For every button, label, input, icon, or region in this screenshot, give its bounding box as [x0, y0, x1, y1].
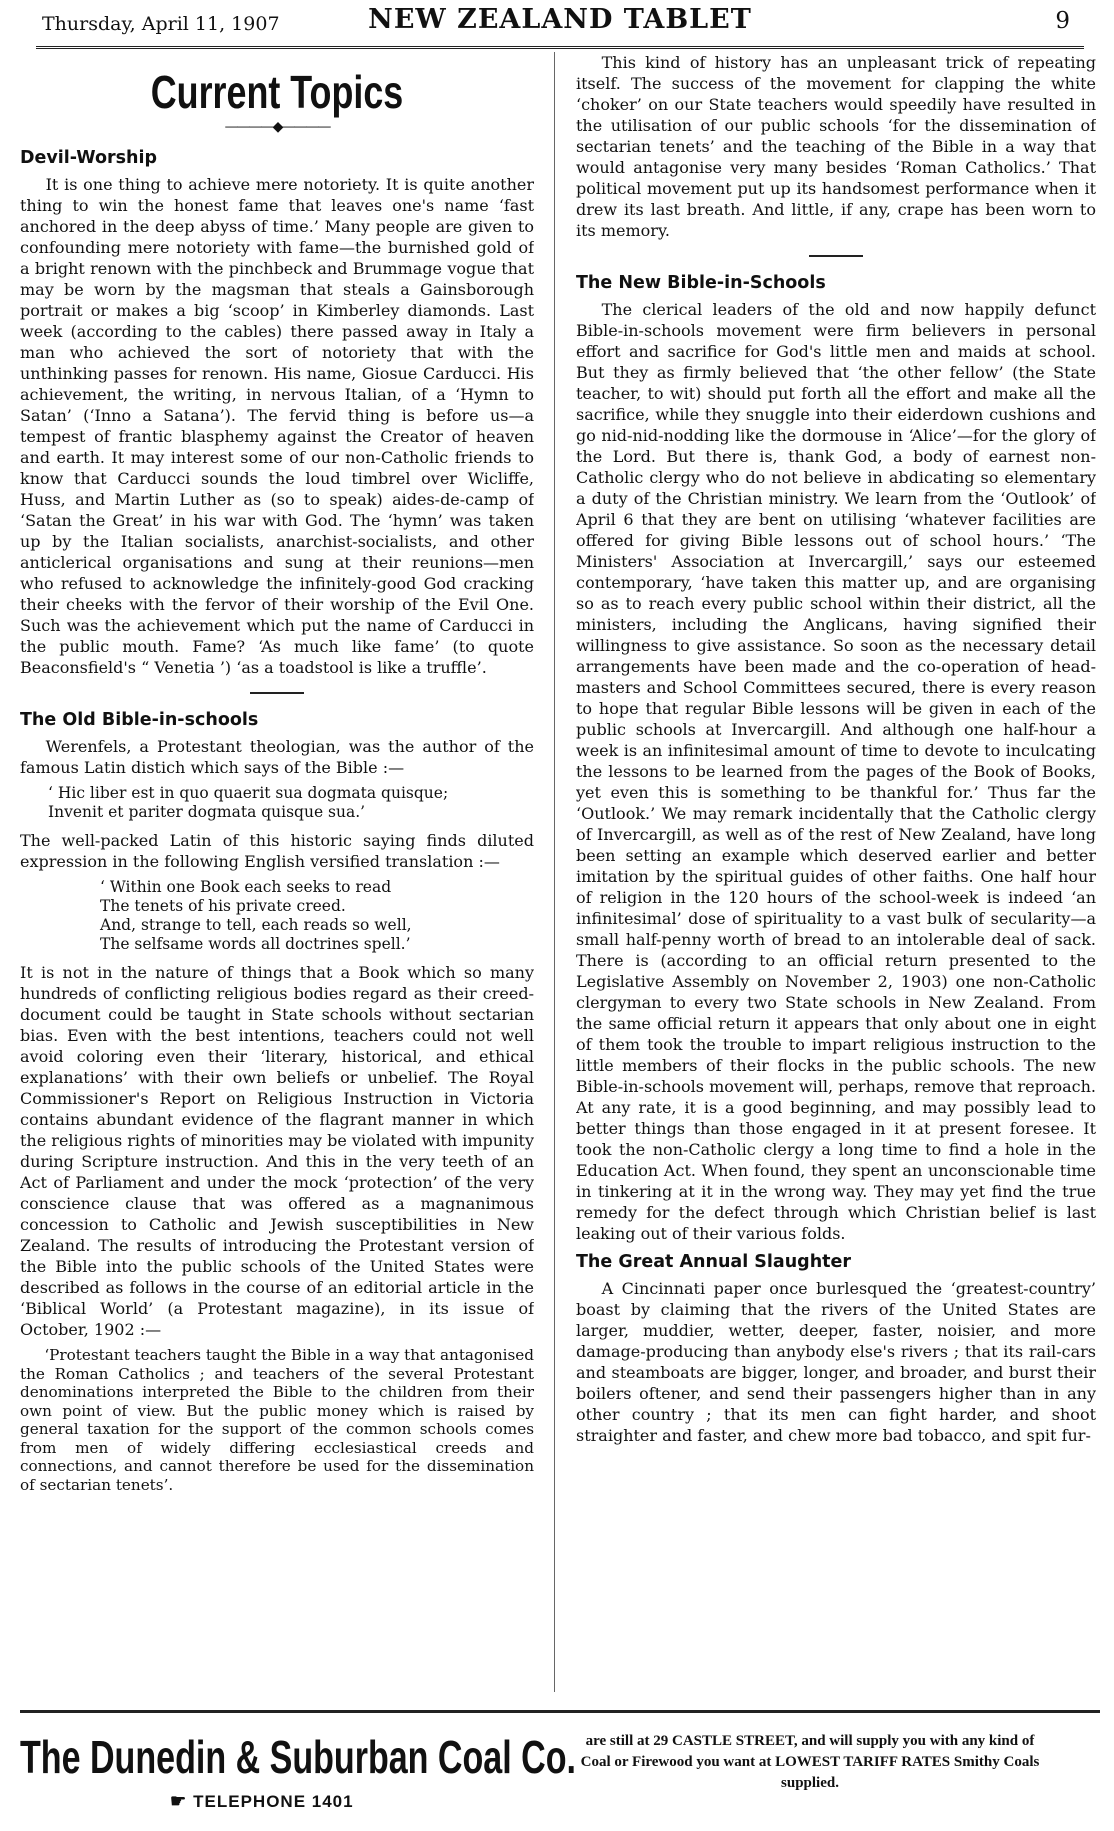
advertiser-name: The Dunedin & Suburban Coal Co. — [20, 1731, 576, 1783]
advertiser-phone — [170, 1791, 354, 1812]
article-heading-old-bible: The Old Bible-in-schools — [20, 710, 259, 730]
pointing-hand-icon: ☛ — [170, 1791, 188, 1811]
verse-translation: ‘ Within one Book each seeks to read The tenets of his private creed. And, strange to tell, each reads so well, The selfsame words all doctrines spell.’ — [100, 878, 412, 953]
latin-distich: ‘ Hic liber est in quo quaerit sua dogmata quisque; Invenit et pariter dogmata quisque sua.’ — [48, 784, 449, 821]
paper-name: NEW ZEALAND TABLET — [368, 4, 752, 35]
article-paragraph: It is not in the nature of things that a Book which so many hundreds of conflicting religious bodies regard as their creed-document could be taught in State schools without sectarian bias. Even with the best intentions, teachers could not well avoid coloring even their ‘literary, historical, and ethical explanations’ with their own beliefs or unbelief. The Royal Commissioner's Report on Religious Instruction in Victoria contains abundant evidence of the flagrant manner in which the religious rights of minorities may be violated with impunity during Scripture instruction. And this in the very teeth of an Act of Parliament and under the mock ‘protection’ of the very conscience clause that was offered as a magnanimous concession to Catholic and Jewish susceptibilities in New Zealand. The results of introducing the Protestant version of the Bible into the public schools of the United States were described as follows in the course of an editorial article in the ‘Biblical World’ (a Protestant magazine), in its issue of October, 1902 :— — [20, 963, 534, 1339]
article-paragraph: A Cincinnati paper once burlesqued the ‘greatest-country’ boast by claiming that the rivers of the United States are larger, muddier, wetter, deeper, faster, noisier, and more damage-producing than anybody else's rivers ; that its rail-cars and steamboats are bigger, longer, and broader, and burst their boilers oftener, and send their passengers higher than in any other country ; that its men can fight harder, and shoot straighter and faster, and chew more bad tobacco, and spit fur- — [576, 1279, 1096, 1445]
phone-text: TELEPHONE 1401 — [193, 1792, 354, 1811]
article-paragraph: Werenfels, a Protestant theologian, was the author of the famous Latin distich which says of the Bible :— — [20, 737, 534, 777]
article-heading-devil-worship: Devil-Worship — [20, 148, 158, 168]
article-paragraph: The clerical leaders of the old and now happily defunct Bible-in-schools movement were firm believers in personal effort and sacrifice for God's little men and maids at school. But they as firmly believed that ‘the other fellow’ (the State teacher, to wit) should put forth all the effort and make all the sacrifice, while they snuggle into their eiderdown cushions and go nid-nid-nodding like the dormouse in ‘Alice’—for the glory of the Lord. But there is, thank God, a body of earnest non-Catholic clergy who do not believe in abdicating so elementary a duty of the Christian ministry. We learn from the ‘Outlook’ of April 6 that they are bent on utilising ‘whatever facilities are offered for giving Bible lessons out of school hours.’ ‘The Ministers' Association at Invercargill,’ says our esteemed contemporary, ‘have taken this matter up, and are organising so as to reach every public school within their district, all the ministers, including the Anglicans, having signified their willingness to give assistance. So soon as the necessary detail arrangements have been made and the co-operation of head-masters and School Committees secured, there is every reason to hope that regular Bible lessons will be given in each of the public schools at Invercargill. And although one half-hour a week is an infinitesimal amount of time to devote to inculcating the lessons to be learned from the pages of the Book of Books, yet even this is something to be thankful for.’ Thus far the ‘Outlook.’ We may remark incidentally that the Catholic clergy of Invercargill, as well as of the rest of New Zealand, have long been setting an example which deserved earlier and better imitation by the spiritual guides of other faiths. One half hour of religion in the 120 hours of the school-week is indeed ‘an infinitesimal’ dose of spirituality to a vast bulk of secularity—a small half-penny worth of bread to an intolerable deal of sack. There is (according to an official return presented to the Legislative Assembly on November 2, 1903) one non-Catholic clergyman to every two State schools in New Zealand. From the same official return it appears that only about one in eight of them took the trouble to impart religious instruction to the little members of their flocks in the public schools. The new Bible-in-schools movement will, perhaps, remove that reproach. At any rate, it is a good beginning, and may possibly lead to better things than those engaged in it at present foresee. It took the non-Catholic clergy a long time to find a hole in the Education Act. When found, they spent an unconscionable time in tinkering at it in the wrong way. They may yet find the true remedy for the defect through which Christian belief is last leaking out of their various folds. — [576, 300, 1096, 1243]
advert-text: are still at 29 CASTLE STREET, and will supply you with any kind of Coal or Firewood you want at LOWEST TARIFF RATES Smithy Coals supplied. — [580, 1733, 1040, 1791]
article-heading-annual-slaughter: The Great Annual Slaughter — [576, 1252, 852, 1272]
advertisement — [20, 1710, 1100, 1823]
block-quote: ‘Protestant teachers taught the Bible in a way that antagonised the Roman Catholics ; and teachers of the several Protestant denominations interpreted the Bible to the children from their own point of view. But the public money which is raised by general taxation for the support of the common schools comes from men of widely differing ecclesiastical creeds and connections, and cannot therefore be used for the dissemination of sectarian tenets’. — [20, 1346, 534, 1494]
article-paragraph: This kind of history has an unpleasant trick of repeating itself. The success of the movement for clapping the white ‘choker’ on our State teachers would speedily have resulted in the utilisation of our public schools ‘for the dissemination of sectarian tenets’ and the teaching of the Bible in a way that would antagonise very many besides ‘Roman Catholics.’ That political movement put up its handsomest performance when it drew its last breath. And little, if any, crape has been worn to its memory. — [576, 53, 1096, 240]
title-ornament: ————◆———— — [224, 119, 330, 135]
article-paragraph: The well-packed Latin of this historic saying finds diluted expression in the following English versified translation :— — [20, 831, 534, 871]
masthead — [36, 6, 1084, 49]
article-separator — [809, 255, 863, 257]
issue-date: Thursday, April 11, 1907 — [42, 13, 280, 35]
left-column — [20, 52, 534, 1692]
column-divider — [554, 52, 555, 1692]
article-paragraph: It is one thing to achieve mere notoriety. It is quite another thing to win the honest fame that leaves one's name ‘fast anchored in the deep abyss of time.’ Many people are given to confounding mere notoriety with fame—the burnished gold of a bright renown with the pinchbeck and Brummage vogue that may be worn by the magsman that steals a Gainsborough portrait or makes a big ‘scoop’ in Kimberley diamonds. Last week (according to the cables) there passed away in Italy a man who achieved the sort of notoriety that with the unthinking passes for renown. His name, Giosue Carducci. His achievement, the writing, in nervous Italian, of a ‘Hymn to Satan’ (‘Inno a Satana’). The fervid thing is before us—a tempest of frantic blasphemy against the Creator of heaven and earth. It may interest some of our non-Catholic friends to know that Carducci sounds the loud timbrel over Wicliffe, Huss, and Martin Luther as (so to speak) aides-de-camp of ‘Satan the Great’ in his war with God. The ‘hymn’ was taken up by the Italian socialists, anarchist-socialists, and other anticlerical organisations and sung at their reunions—men who refused to acknowledge the infinitely-good God cracking their cheeks with the fervor of their worship of the Evil One. Such was the achievement which put the name of Carducci in the public mouth. Fame? ‘As much like fame’ (to quote Beaconsfield's “ Venetia ’) ‘as a toadstool is like a truffle’. — [20, 175, 534, 677]
page-number: 9 — [1055, 8, 1070, 34]
right-column — [576, 52, 1096, 1692]
article-heading-new-bible: The New Bible-in-Schools — [576, 273, 826, 293]
section-title: Current Topics — [150, 66, 404, 118]
article-separator — [250, 692, 304, 694]
